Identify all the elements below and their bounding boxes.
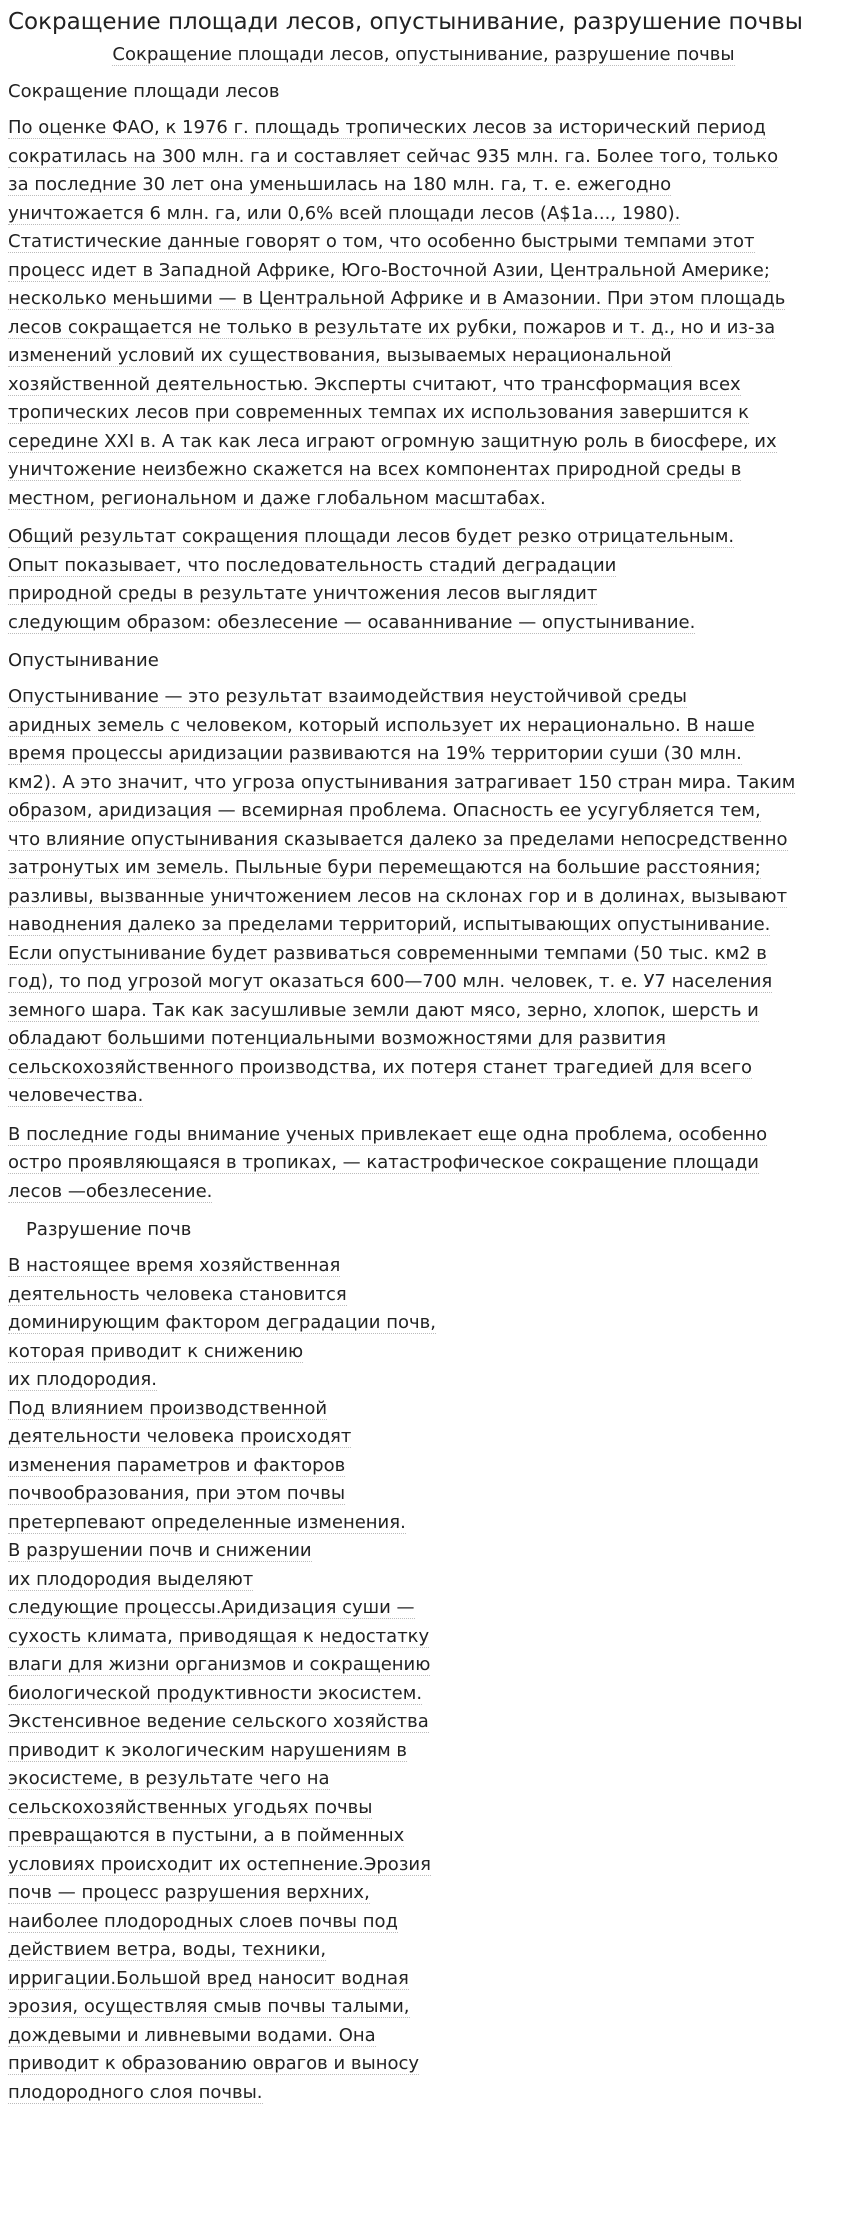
text-line — [8, 1908, 478, 1937]
text-line: процесс идет в Западной Африке, Юго-Восточной Азии, Центральной Америке; — [8, 259, 770, 281]
text-line — [8, 1509, 478, 1538]
text-line — [8, 2079, 478, 2108]
text-line: за последние 30 лет она уменьшилась на 180 млн. га, т. е. ежегодно — [8, 174, 672, 195]
text-line-content: дождевыми и ливневыми водами. Она — [8, 2024, 376, 2046]
text-line — [8, 1423, 478, 1452]
text-line-content: их плодородия выделяют — [8, 1568, 254, 1590]
text-line: человечества. — [8, 1085, 144, 1106]
text-line — [8, 1965, 478, 1994]
page-title: Сокращение площади лесов, опустынивание, разрушение почвы — [8, 9, 803, 35]
text-line: год), то под угрозой могут оказаться 600—700 млн. человек, т. е. У7 населения — [8, 971, 773, 992]
text-line: местном, региональном и даже глобальном масштабах. — [8, 487, 546, 509]
section-heading-soil: Разрушение почв — [26, 1219, 192, 1240]
text-line — [8, 1338, 478, 1367]
text-line: время процессы аридизации развиваются на 19% территории суши (30 млн. — [8, 743, 742, 764]
page-subtitle: Сокращение площади лесов, опустынивание, разрушение почвы — [112, 44, 735, 65]
text-line-content: Под влиянием производственной — [8, 1397, 328, 1419]
text-line — [8, 1623, 478, 1652]
text-line: аридных земель с человеком, который использует их нерационально. В наше — [8, 714, 755, 736]
text-line: Статистические данные говорят о том, что особенно быстрыми темпами этот — [8, 231, 755, 252]
paragraph-soil — [8, 1252, 478, 2107]
paragraph-forests-2 — [8, 523, 839, 637]
text-line — [8, 1651, 478, 1680]
text-line: наводнения далеко за пределами территорий, испытывающих опустынивание. — [8, 914, 771, 935]
text-line-content: наиболее плодородных слоев почвы под — [8, 1910, 398, 1932]
text-line: В последние годы внимание ученых привлекает еще одна проблема, особенно — [8, 1123, 768, 1145]
text-line: образом, аридизация — всемирная проблема. Опасность ее усугубляется тем, — [8, 800, 761, 821]
text-line-content: В разрушении почв и снижении — [8, 1540, 312, 1561]
text-line-content: сухость климата, приводящая к недостатку — [8, 1625, 430, 1647]
text-line-content: экосистеме, в результате чего на — [8, 1768, 330, 1789]
text-line — [8, 1794, 478, 1823]
text-line-content: действием ветра, воды, техники, — [8, 1939, 327, 1960]
text-line-content: Экстенсивное ведение сельского хозяйства — [8, 1711, 429, 1732]
section-heading-forests: Сокращение площади лесов — [8, 81, 280, 102]
text-line-content: плодородного слоя почвы. — [8, 2081, 263, 2103]
text-line — [8, 1252, 478, 1281]
text-line: лесов —обезлесение. — [8, 1180, 213, 1202]
text-line — [8, 1309, 478, 1338]
text-line — [8, 1366, 478, 1395]
text-line: км2). А это значит, что угроза опустынивания затрагивает 150 стран мира. Таким — [8, 771, 796, 793]
text-line-content: их плодородия. — [8, 1369, 157, 1390]
text-line-content: деятельность человека становится — [8, 1283, 347, 1305]
text-line-content: приводит к экологическим нарушениям в — [8, 1739, 407, 1761]
text-line-content: биологической продуктивности экосистем. — [8, 1682, 423, 1704]
text-line: следующим образом: обезлесение — осаваннивание — опустынивание. — [8, 611, 696, 633]
text-line — [8, 1480, 478, 1509]
text-line — [8, 1993, 478, 2022]
text-line-content: превращаются в пустыни, а в пойменных — [8, 1825, 405, 1846]
text-line: хозяйственной деятельностью. Эксперты считают, что трансформация всех — [8, 373, 741, 395]
text-line: Если опустынивание будет развиваться современными темпами (50 тыс. км2 в — [8, 942, 767, 964]
paragraph-desertification-1 — [8, 683, 839, 1111]
text-line: природной среды в результате уничтожения лесов выглядит — [8, 583, 598, 604]
text-line-content: эрозия, осуществляя смыв почвы талыми, — [8, 1996, 410, 2017]
text-line — [8, 1281, 478, 1310]
text-line: сократилась на 300 млн. га и составляет сейчас 935 млн. га. Более того, только — [8, 145, 779, 167]
text-line-content: претерпевают определенные изменения. — [8, 1511, 406, 1533]
text-line — [8, 1822, 478, 1851]
text-line-content: деятельности человека происходят — [8, 1426, 352, 1447]
text-line-content: почвообразования, при этом почвы — [8, 1483, 346, 1504]
text-line: обладают большими потенциальными возможностями для развития — [8, 1028, 666, 1049]
text-line — [8, 1537, 478, 1566]
text-line-content: влаги для жизни организмов и сокращению — [8, 1654, 431, 1675]
text-line-content: условиях происходит их остепнение.Эрозия — [8, 1853, 431, 1875]
text-line-content: приводит к образованию оврагов и выносу — [8, 2053, 420, 2074]
text-line-content: ирригации.Большой вред наносит водная — [8, 1967, 409, 1989]
text-line: Опустынивание — это результат взаимодействия неустойчивой среды — [8, 686, 687, 707]
text-line-content: изменения параметров и факторов — [8, 1454, 346, 1476]
text-line: сельскохозяйственного производства, их потеря станет трагедией для всего — [8, 1056, 752, 1078]
text-line: изменений условий их существования, вызываемых нерациональной — [8, 345, 672, 366]
text-line — [8, 1851, 478, 1880]
text-line: Общий результат сокращения площади лесов будет резко отрицательным. — [8, 526, 735, 547]
text-line-content: сельскохозяйственных угодьях почвы — [8, 1796, 373, 1818]
text-line — [8, 1936, 478, 1965]
text-line: несколько меньшими — в Центральной Африке и в Амазонии. При этом площадь — [8, 288, 786, 309]
section-heading-desertification: Опустынивание — [8, 650, 159, 671]
text-line: что влияние опустынивания сказывается далеко за пределами непосредственно — [8, 828, 788, 850]
paragraph-forests-1 — [8, 114, 839, 513]
text-line — [8, 1594, 478, 1623]
text-line: остро проявляющаяся в тропиках, — катастрофическое сокращение площади — [8, 1152, 759, 1173]
text-line — [8, 2022, 478, 2051]
text-line: лесов сокращается не только в результате их рубки, пожаров и т. д., но и из-за — [8, 316, 776, 338]
paragraph-desertification-2 — [8, 1121, 839, 1207]
text-line: середине XXI в. А так как леса играют огромную защитную роль в биосфере, их — [8, 430, 777, 452]
text-line-content: В настоящее время хозяйственная — [8, 1255, 341, 1276]
text-line — [8, 1708, 478, 1737]
text-line — [8, 1737, 478, 1766]
text-line-content: почв — процесс разрушения верхних, — [8, 1882, 370, 1903]
text-line — [8, 1395, 478, 1424]
text-line: уничтожается 6 млн. га, или 0,6% всей площади лесов (A$1a..., 1980). — [8, 202, 681, 224]
text-line-content: следующие процессы.Аридизация суши — — [8, 1597, 415, 1618]
text-line-content: доминирующим фактором деградации почв, — [8, 1312, 436, 1333]
text-line: тропических лесов при современных темпах их использования завершится к — [8, 402, 749, 423]
text-line-content: которая приводит к снижению — [8, 1340, 304, 1362]
text-line: разливы, вызванные уничтожением лесов на склонах гор и в долинах, вызывают — [8, 885, 788, 907]
text-line — [8, 1765, 478, 1794]
text-line — [8, 1566, 478, 1595]
text-line: Опыт показывает, что последовательность стадий деградации — [8, 554, 617, 576]
text-line: По оценке ФАО, к 1976 г. площадь тропических лесов за исторический период — [8, 117, 766, 138]
text-line — [8, 1879, 478, 1908]
text-line — [8, 2050, 478, 2079]
text-line: затронутых им земель. Пыльные бури перемещаются на большие расстояния; — [8, 857, 761, 878]
text-line: земного шара. Так как засушливые земли дают мясо, зерно, хлопок, шерсть и — [8, 999, 759, 1021]
text-line — [8, 1452, 478, 1481]
text-line — [8, 1680, 478, 1709]
text-line: уничтожение неизбежно скажется на всех компонентах природной среды в — [8, 459, 742, 480]
